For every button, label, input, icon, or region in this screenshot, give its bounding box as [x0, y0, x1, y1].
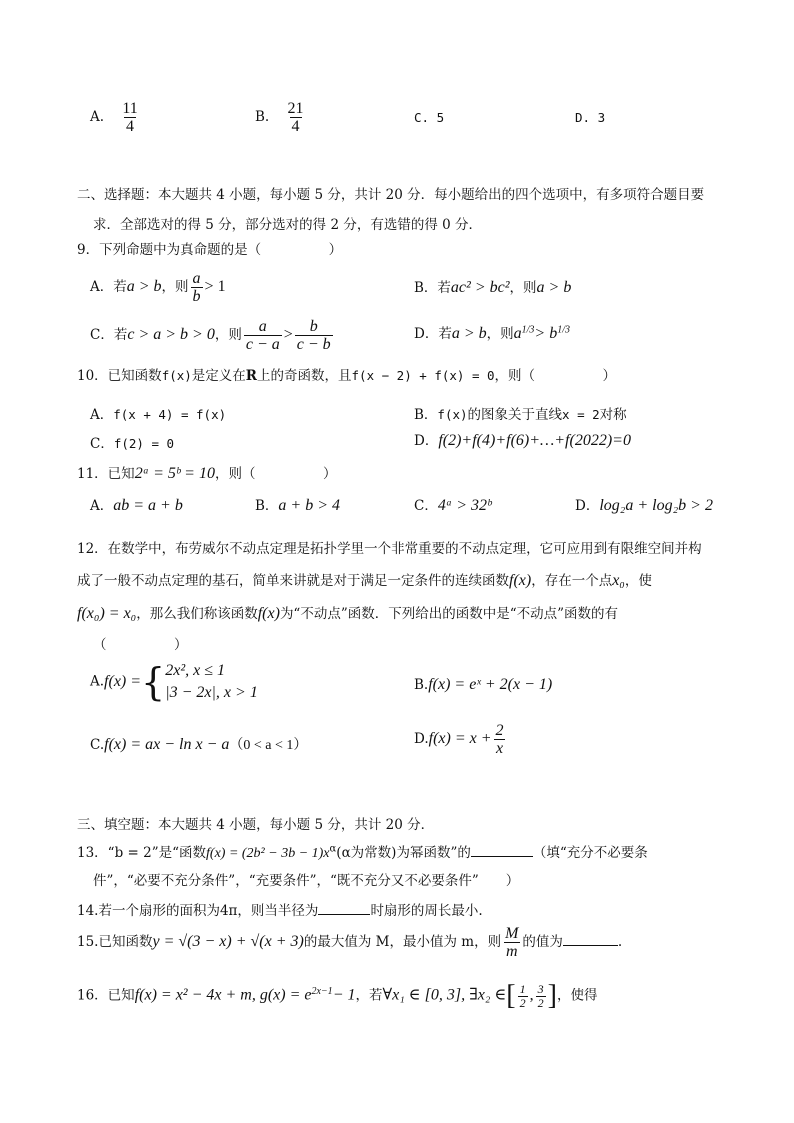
q15-line: 15.已知函数y = √(3 − x) + √(x + 3)的最大值为 M，最小值为 m，则 $\frac{M}{m}$ 的值为 .: [77, 925, 623, 960]
q9-option-a[interactable]: A．若a > b，则 $\frac{a}{b}$ > 1: [90, 270, 226, 305]
fraction: $\frac{1}{2}$: [519, 981, 526, 1010]
q9-option-b[interactable]: B．若ac² > bc²，则a > b: [414, 279, 572, 296]
q9-stem: 9．下列命题中为真命题的是（ ）: [77, 242, 343, 258]
section2-line1: 二、选择题：本大题共 4 小题，每小题 5 分，共计 20 分．每小题给出的四个选项中，有多项符合题目要: [77, 187, 705, 203]
q12-line1: 12．在数学中，布劳威尔不动点定理是拓扑学里一个非常重要的不动点定理，它可应用到有限维空间并构: [77, 541, 702, 557]
q13-line1: 13．“b = 2”是“函数$f(x) = (2b^2 - 3b - 1)x^\alpha(\alpha$为常数)为幂函数”的 （填“充分不必要条: [77, 843, 648, 861]
q12-option-a[interactable]: A.f(x) ={ 2x², x ≤ 1 |3 − 2x|, x > 1: [90, 660, 258, 704]
right-bracket-icon: ]: [547, 980, 557, 1011]
section2-line2: 求．全部选对的得 5 分，部分选对的得 2 分，有选错的得 0 分．: [93, 217, 483, 233]
left-bracket-icon: [: [506, 980, 516, 1011]
fraction: $\frac{2}{x}$: [495, 722, 504, 757]
q13-line2: 件”，“必要不充分条件”，“充要条件”，“既不充分又不必要条件” ）: [93, 873, 520, 889]
fraction: $\frac{3}{2}$: [537, 981, 544, 1010]
q11-option-d[interactable]: D．log₂a + log₂b > 2: [575, 497, 713, 514]
answer-blank[interactable]: [563, 931, 618, 946]
q12-option-b[interactable]: B.f(x) = eˣ + 2(x − 1): [414, 676, 553, 693]
fraction: $\frac{a}{c - a}$: [245, 318, 280, 353]
q12-line3: f(x₀) = x₀，那么我们称该函数f(x)为“不动点”函数．下列给出的函数中是“不动点”函数的有: [77, 605, 619, 622]
answer-blank[interactable]: [471, 842, 533, 857]
q9-option-d[interactable]: D．若a > b，则$a^{1/3}> b^{1/3}$: [414, 324, 570, 342]
q10-option-b[interactable]: B．f(x)的图象关于直线x = 2对称: [414, 407, 627, 423]
q11-option-b[interactable]: B．a + b > 4: [255, 497, 341, 514]
section3-title: 三、填空题：本大题共 4 小题，每小题 5 分，共计 20 分．: [77, 817, 435, 833]
q8-option-c[interactable]: C. 5: [414, 110, 445, 125]
q12-line2: 成了一般不动点定理的基石，简单来讲就是对于满足一定条件的连续函数f(x)，存在一个点x₀，使: [77, 572, 652, 589]
piecewise-cases: 2x², x ≤ 1 |3 − 2x|, x > 1: [165, 662, 258, 701]
q10-option-d[interactable]: D．f(2)+f(4)+f(6)+…+f(2022)=0: [414, 432, 631, 449]
q10-stem: 10．已知函数f(x)是定义在R上的奇函数，且f(x − 2) + f(x) = 0，则（ ）: [77, 368, 617, 384]
q12-option-d[interactable]: D.f(x) = x + $\frac{2}{x}$: [414, 722, 504, 757]
q8-option-d[interactable]: D. 3: [575, 110, 606, 125]
q8-option-a[interactable]: A. $\frac{11}{4}$: [90, 100, 138, 135]
q14-line: 14.若一个扇形的面积为4π，则当半径为 时扇形的周长最小.: [77, 899, 483, 919]
fraction: $\frac{a}{b}$: [192, 270, 201, 305]
answer-blank[interactable]: [318, 900, 370, 915]
q11-stem: 11．已知2ᵃ = 5ᵇ = 10，则（ ）: [77, 465, 337, 482]
left-brace-icon: {: [141, 660, 166, 704]
q16-line: 16．已知f(x) = x² − 4x + m, $g(x) = e^{2x-1}- 1$，若∀x₁ ∈ [0, 3], ∃x₂ ∈[ $\frac{1}{2}$ , $\frac{3}{2}$ ]，使得: [77, 980, 598, 1011]
q9-option-c[interactable]: C．若c > a > b > 0，则 $\frac{a}{c - a}$ > $\frac{b}{c - b}$: [90, 318, 331, 353]
q12-line4: （ ）: [93, 637, 188, 653]
fraction: $\frac{11}{4}$: [122, 100, 138, 135]
q10-option-c[interactable]: C．f(2) = 0: [90, 436, 175, 452]
q8-option-b[interactable]: B. $\frac{21}{4}$: [255, 100, 304, 135]
q11-option-a[interactable]: A．ab = a + b: [90, 497, 183, 514]
q11-option-c[interactable]: C．4ᵃ > 32ᵇ: [414, 497, 492, 514]
q10-option-a[interactable]: A．f(x + 4) = f(x): [90, 407, 227, 423]
fraction: $\frac{M}{m}$: [505, 925, 519, 960]
fraction: $\frac{21}{4}$: [287, 100, 304, 135]
fraction: $\frac{b}{c - b}$: [296, 318, 331, 353]
q12-option-c[interactable]: C.f(x) = ax − ln x − a（0 < a < 1）: [90, 736, 308, 753]
